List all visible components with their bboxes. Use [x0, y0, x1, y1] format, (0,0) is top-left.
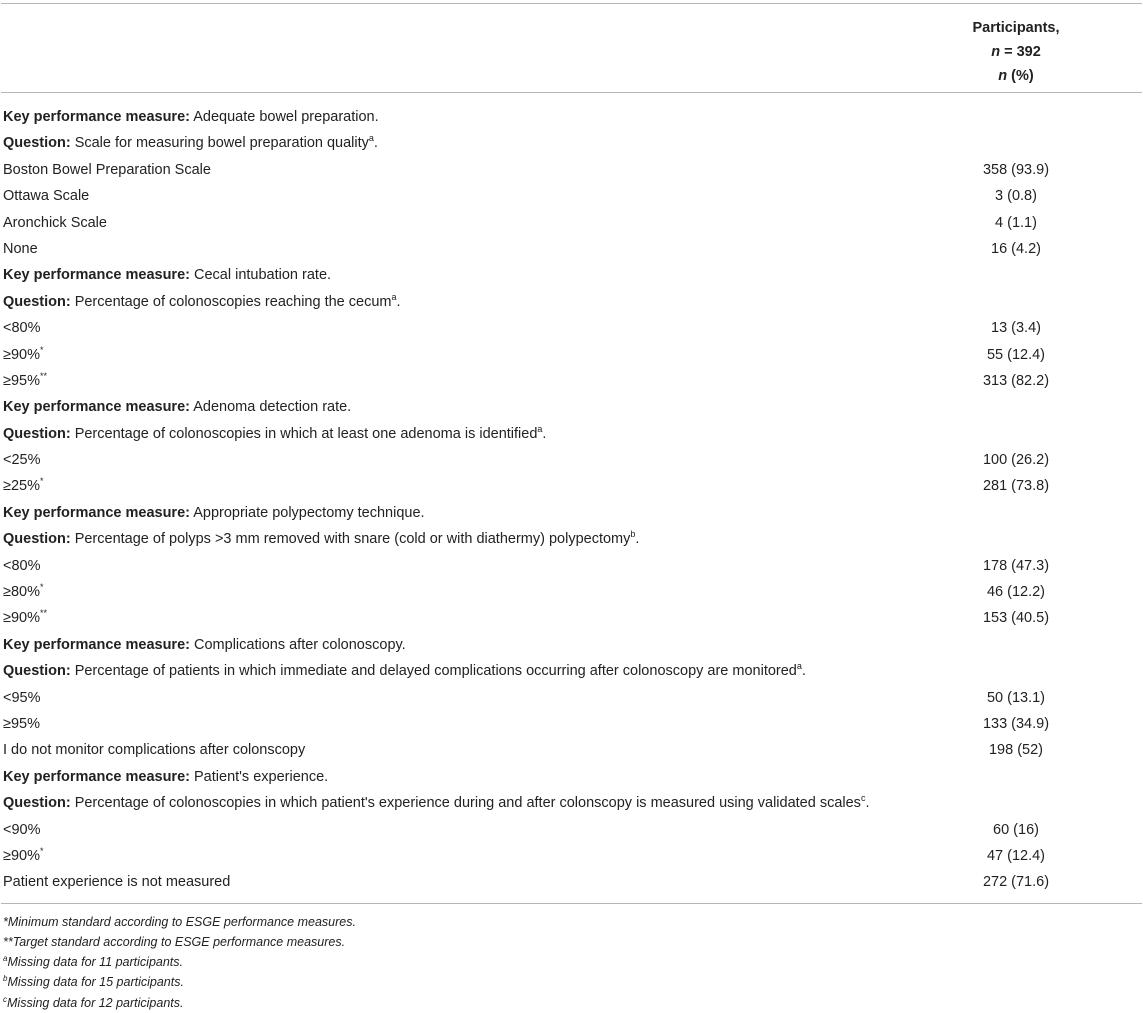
- row-label-text: Patient experience is not measured: [3, 874, 231, 891]
- footnote-mark: a: [3, 954, 8, 964]
- row-label-text: Boston Bowel Preparation Scale: [3, 161, 211, 178]
- table-section-row: [1, 130, 1142, 156]
- row-label: [3, 315, 41, 341]
- column-header-n: n: [991, 44, 1001, 60]
- row-label-text: Adequate bowel preparation.: [189, 109, 379, 125]
- row-label-bold: Key performance measure:: [3, 399, 190, 416]
- footnote-text: Missing data for 15 participants.: [7, 975, 184, 990]
- row-label: [3, 104, 379, 130]
- table-section-row: [1, 421, 1142, 447]
- row-label-superscript: *: [39, 582, 44, 593]
- row-label-superscript: *: [39, 344, 44, 355]
- row-label-bold: Question:: [3, 795, 71, 812]
- table-section-row: [1, 500, 1142, 526]
- row-label: [3, 368, 47, 394]
- table-row: [1, 236, 1142, 262]
- row-label: [3, 421, 546, 447]
- row-label: [3, 526, 639, 552]
- row-label-superscript: a: [368, 133, 374, 144]
- row-label: [3, 553, 41, 579]
- footnote-text: Missing data for 11 participants.: [7, 955, 184, 970]
- row-label-text: <25%: [3, 452, 41, 469]
- row-value: 13 (3.4): [991, 320, 1041, 337]
- row-label-tail: .: [865, 795, 870, 812]
- row-label-text: Scale for measuring bowel preparation quality: [70, 135, 369, 152]
- row-label: [3, 579, 44, 605]
- row-label-text: <80%: [3, 320, 41, 337]
- table-row: [1, 869, 1142, 895]
- table-row: [1, 737, 1142, 763]
- row-label-bold: Question:: [3, 425, 71, 442]
- table-footnotes: [1, 904, 1142, 1013]
- table-row: [1, 183, 1142, 209]
- row-label-superscript: **: [39, 370, 47, 381]
- row-value: 198 (52): [988, 742, 1043, 759]
- row-label-text: ≥90%: [3, 346, 40, 363]
- row-value: 358 (93.9): [982, 161, 1050, 178]
- row-label: [3, 183, 89, 209]
- row-label-superscript: c: [860, 793, 866, 804]
- row-label-text: ≥95%: [3, 372, 40, 389]
- row-value: 16 (4.2): [991, 240, 1041, 257]
- row-label-text: Percentage of colonoscopies in which at least one adenoma is identified: [70, 425, 538, 442]
- footnote-text: **Target standard according to ESGE performance measures.: [3, 934, 346, 949]
- column-header-unit-n: n: [998, 68, 1008, 84]
- row-label-text: Ottawa Scale: [3, 188, 90, 205]
- row-label-text: Percentage of colonoscopies reaching the cecum: [70, 293, 392, 310]
- row-label: [3, 342, 44, 368]
- row-label: [3, 764, 328, 790]
- row-label: [3, 210, 107, 236]
- footnote: [3, 952, 1142, 972]
- footnote: [3, 972, 1142, 992]
- row-label-text: Percentage of colonoscopies in which patient's experience during and after colonscopy is measured using validated scales: [70, 795, 861, 812]
- row-label-text: None: [3, 240, 38, 257]
- table-row: [1, 711, 1142, 737]
- row-label: [3, 236, 38, 262]
- row-label-text: ≥80%: [3, 584, 40, 601]
- table-section-row: [1, 262, 1142, 288]
- footnote-text: Missing data for 12 participants.: [7, 995, 184, 1010]
- table-section-row: [1, 764, 1142, 790]
- row-label-text: ≥95%: [3, 715, 40, 732]
- column-header-eq: = 392: [1000, 44, 1041, 60]
- table-row: [1, 473, 1142, 499]
- table-row: [1, 553, 1142, 579]
- row-label: [3, 157, 211, 183]
- table-row: [1, 342, 1142, 368]
- table-section-row: [1, 526, 1142, 552]
- column-header-title: Participants,: [972, 20, 1060, 36]
- row-label-superscript: a: [796, 661, 802, 672]
- row-value: 313 (82.2): [982, 372, 1050, 389]
- footnote: [3, 912, 1142, 932]
- row-label-text: Cecal intubation rate.: [189, 267, 332, 284]
- row-label-bold: Key performance measure:: [3, 109, 190, 125]
- row-label: [3, 737, 305, 763]
- row-label: [3, 447, 41, 473]
- row-label-superscript: a: [391, 291, 397, 302]
- row-label-text: <95%: [3, 689, 41, 706]
- row-label: [3, 473, 44, 499]
- row-label: [3, 262, 331, 288]
- row-label-text: ≥90%: [3, 610, 40, 627]
- table-section-row: [1, 104, 1142, 130]
- table-row: [1, 315, 1142, 341]
- row-label: [3, 658, 806, 684]
- row-label-superscript: a: [537, 423, 543, 434]
- row-value: 3 (0.8): [995, 188, 1037, 205]
- row-label-text: Adenoma detection rate.: [189, 399, 352, 416]
- table-header: [1, 4, 1142, 92]
- row-value: 281 (73.8): [982, 478, 1050, 495]
- row-label-text: Percentage of patients in which immediate and delayed complications occurring after colonoscopy are monitored: [70, 663, 797, 680]
- row-label-superscript: *: [39, 845, 44, 856]
- row-label-superscript: **: [39, 608, 47, 619]
- row-label-bold: Question:: [3, 293, 71, 310]
- row-label-text: I do not monitor complications after colonscopy: [3, 742, 306, 759]
- row-label-tail: .: [396, 293, 401, 310]
- row-label-text: <80%: [3, 557, 41, 574]
- row-value: 60 (16): [993, 821, 1039, 838]
- row-label: [3, 869, 230, 895]
- row-label-bold: Question:: [3, 531, 71, 548]
- column-header-unit: [941, 64, 1091, 88]
- table-row: [1, 605, 1142, 631]
- table-section-row: [1, 658, 1142, 684]
- column-header-count: [941, 40, 1091, 64]
- table-row: [1, 817, 1142, 843]
- participants-column-header: [941, 16, 1091, 88]
- row-value: 272 (71.6): [982, 874, 1050, 891]
- row-label-text: ≥25%: [3, 478, 40, 495]
- row-value: 46 (12.2): [986, 584, 1046, 601]
- row-label: [3, 632, 406, 658]
- row-label: [3, 843, 44, 869]
- row-label-text: Appropriate polypectomy technique.: [189, 504, 425, 521]
- table-row: [1, 447, 1142, 473]
- row-value: 178 (47.3): [982, 557, 1050, 574]
- row-label-bold: Key performance measure:: [3, 504, 190, 521]
- table-row: [1, 157, 1142, 183]
- row-label-bold: Key performance measure:: [3, 768, 190, 785]
- row-label-superscript: b: [630, 529, 636, 540]
- row-label-text: Complications after colonoscopy.: [189, 636, 406, 653]
- row-label-bold: Question:: [3, 663, 71, 680]
- row-label: [3, 130, 378, 156]
- row-value: 50 (13.1): [986, 689, 1046, 706]
- row-value: 4 (1.1): [995, 214, 1037, 231]
- row-label-text: Patient's experience.: [189, 768, 329, 785]
- row-label-tail: .: [373, 135, 378, 152]
- row-label-text: ≥90%: [3, 847, 40, 864]
- row-label-bold: Question:: [3, 135, 71, 152]
- row-label: [3, 685, 41, 711]
- row-label: [3, 790, 869, 816]
- row-label: [3, 289, 401, 315]
- footnote-mark: c: [3, 994, 7, 1004]
- row-label: [3, 817, 41, 843]
- footnote: [3, 932, 1142, 952]
- column-header-unit-pct: (%): [1007, 68, 1034, 84]
- footnote-text: *Minimum standard according to ESGE performance measures.: [3, 914, 356, 929]
- row-label-text: Aronchick Scale: [3, 214, 107, 231]
- row-value: 47 (12.4): [986, 847, 1046, 864]
- row-label: [3, 394, 351, 420]
- table-section-row: [1, 394, 1142, 420]
- row-value: 55 (12.4): [986, 346, 1046, 363]
- table-row: [1, 579, 1142, 605]
- table-row: [1, 210, 1142, 236]
- table-body: [1, 93, 1142, 896]
- row-label-bold: Key performance measure:: [3, 267, 190, 284]
- footnote-mark: b: [3, 974, 8, 984]
- table-section-row: [1, 632, 1142, 658]
- row-label-bold: Key performance measure:: [3, 636, 190, 653]
- table-row: [1, 685, 1142, 711]
- row-label-text: Percentage of polyps >3 mm removed with snare (cold or with diathermy) polypectomy: [70, 531, 631, 548]
- row-label: [3, 500, 425, 526]
- row-value: 153 (40.5): [982, 610, 1050, 627]
- footnote: [3, 993, 1142, 1013]
- table-row: [1, 368, 1142, 394]
- results-table: [1, 3, 1142, 1013]
- row-label-tail: .: [635, 531, 640, 548]
- table-section-row: [1, 790, 1142, 816]
- row-label-text: <90%: [3, 821, 41, 838]
- table-row: [1, 843, 1142, 869]
- row-label: [3, 605, 47, 631]
- row-label-superscript: *: [39, 476, 44, 487]
- row-value: 133 (34.9): [982, 715, 1050, 732]
- table-section-row: [1, 289, 1142, 315]
- row-label-tail: .: [801, 663, 806, 680]
- row-value: 100 (26.2): [982, 452, 1050, 469]
- row-label: [3, 711, 40, 737]
- row-label-tail: .: [542, 425, 547, 442]
